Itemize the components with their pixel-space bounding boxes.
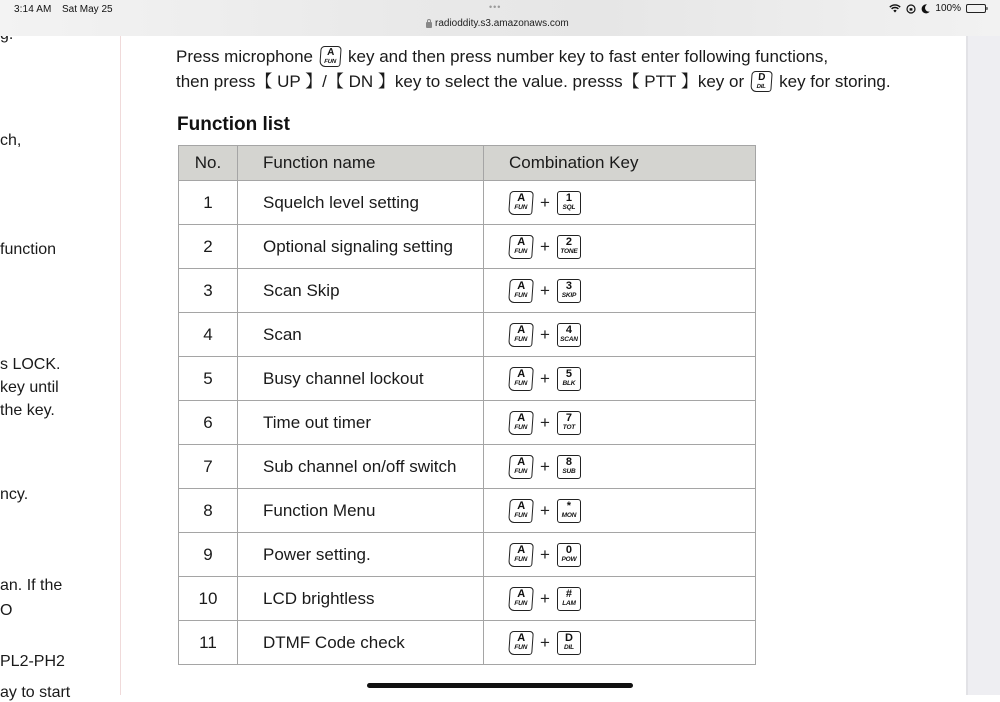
row-number: 1 [179, 181, 238, 225]
fun-key-icon: A FUN [319, 46, 341, 67]
function-name: Time out timer [238, 401, 484, 445]
next-page-edge [966, 36, 1000, 695]
url-text: radioddity.s3.amazonaws.com [435, 18, 569, 29]
previous-page-text: the key. [0, 402, 55, 419]
table-row [179, 621, 756, 665]
number-key-icon: 4 SCAN [557, 323, 581, 347]
row-number: 7 [179, 445, 238, 489]
combination-key [484, 533, 756, 577]
previous-page-text: PL2-PH2 [0, 653, 65, 670]
combination-key [484, 225, 756, 269]
row-number: 5 [179, 357, 238, 401]
table-row [179, 445, 756, 489]
fun-key-icon: A FUN [508, 543, 534, 567]
combination-key [484, 621, 756, 665]
row-number: 4 [179, 313, 238, 357]
intro-text: key for storing. [779, 72, 891, 91]
browser-menu-dots[interactable]: ••• [489, 2, 502, 12]
table-row [179, 489, 756, 533]
plus-sign: + [540, 368, 550, 388]
status-date: Sat May 25 [62, 4, 113, 15]
battery-icon [966, 4, 986, 13]
previous-page-text: ch, [0, 132, 22, 149]
row-number: 6 [179, 401, 238, 445]
row-number: 2 [179, 225, 238, 269]
plus-sign: + [540, 588, 550, 608]
function-name: Optional signaling setting [238, 225, 484, 269]
fun-key-icon: A FUN [508, 587, 534, 611]
number-key-icon: 7 TOT [557, 411, 581, 435]
table-row [179, 401, 756, 445]
function-name: DTMF Code check [238, 621, 484, 665]
combination-key [484, 577, 756, 621]
previous-page-fragment [0, 36, 121, 701]
number-key-icon: 5 BLK [557, 367, 581, 391]
number-key-icon: # LAM [557, 587, 581, 611]
row-number: 3 [179, 269, 238, 313]
lock-icon [426, 22, 432, 28]
home-indicator[interactable] [367, 683, 633, 688]
previous-page-text: an. If the [0, 577, 63, 594]
number-key-icon: 1 SQL [557, 191, 581, 215]
combination-key [484, 313, 756, 357]
plus-sign: + [540, 500, 550, 520]
plus-sign: + [540, 456, 550, 476]
intro-text: Press microphone [176, 47, 314, 66]
orientation-lock-icon [906, 4, 916, 14]
function-name: Busy channel lockout [238, 357, 484, 401]
number-key-icon: 2 TONE [557, 235, 581, 259]
plus-sign: + [540, 632, 550, 652]
fun-key-icon: A FUN [508, 631, 534, 655]
table-row [179, 181, 756, 225]
previous-page-text: ncy. [0, 486, 29, 503]
function-name: Squelch level setting [238, 181, 484, 225]
previous-page-text: ay to start [0, 684, 71, 701]
fun-key-icon: A FUN [508, 323, 534, 347]
row-number: 10 [179, 577, 238, 621]
previous-page-text: key until [0, 379, 59, 396]
column-header-no: No. [179, 146, 238, 181]
number-key-icon: D DIL [557, 631, 581, 655]
intro-text: key and then press number key to fast enter following functions, [348, 47, 829, 66]
plus-sign: + [540, 236, 550, 256]
intro-line-1 [176, 44, 966, 69]
function-list-heading: Function list [177, 114, 290, 135]
intro-text: then press【 UP 】/【 DN 】key to select the value. presss【 PTT 】key or [176, 72, 745, 91]
fun-key-icon: A FUN [508, 367, 534, 391]
combination-key [484, 269, 756, 313]
function-name: Scan Skip [238, 269, 484, 313]
intro-paragraph [176, 44, 966, 94]
table-row [179, 533, 756, 577]
combination-key [484, 357, 756, 401]
combination-key [484, 489, 756, 533]
previous-page-text: function [0, 241, 57, 258]
status-bar [0, 0, 1000, 36]
fun-key-icon: A FUN [508, 411, 534, 435]
table-row [179, 357, 756, 401]
battery-percent: 100% [935, 3, 961, 14]
fun-key-icon: A FUN [508, 235, 534, 259]
plus-sign: + [540, 192, 550, 212]
fun-key-icon: A FUN [508, 499, 534, 523]
row-number: 9 [179, 533, 238, 577]
status-icons [889, 3, 986, 14]
previous-page-text: s LOCK. [0, 356, 61, 373]
plus-sign: + [540, 280, 550, 300]
combination-key [484, 401, 756, 445]
plus-sign: + [540, 544, 550, 564]
row-number: 8 [179, 489, 238, 533]
wifi-icon [889, 4, 901, 13]
number-key-icon: 0 POW [557, 543, 581, 567]
table-row [179, 225, 756, 269]
column-header-function-name: Function name [238, 146, 484, 181]
previous-page-text: O [0, 602, 13, 619]
dil-key-icon: D DIL [750, 71, 772, 92]
moon-icon [921, 4, 930, 14]
function-list-table [178, 145, 756, 665]
function-name: Function Menu [238, 489, 484, 533]
fun-key-icon: A FUN [508, 455, 534, 479]
fun-key-icon: A FUN [508, 191, 534, 215]
row-number: 11 [179, 621, 238, 665]
table-row [179, 269, 756, 313]
function-name: Scan [238, 313, 484, 357]
table-row [179, 313, 756, 357]
function-name: LCD brightless [238, 577, 484, 621]
table-row [179, 577, 756, 621]
number-key-icon: 3 SKIP [557, 279, 581, 303]
number-key-icon: * MON [557, 499, 581, 523]
combination-key [484, 181, 756, 225]
status-time: 3:14 AM [14, 4, 52, 15]
number-key-icon: 8 SUB [557, 455, 581, 479]
plus-sign: + [540, 412, 550, 432]
function-name: Power setting. [238, 533, 484, 577]
column-header-combination-key: Combination Key [484, 146, 756, 181]
function-name: Sub channel on/off switch [238, 445, 484, 489]
address-bar[interactable] [426, 18, 569, 29]
plus-sign: + [540, 324, 550, 344]
fun-key-icon: A FUN [508, 279, 534, 303]
table-header-row [179, 146, 756, 181]
document-page [122, 36, 966, 695]
combination-key [484, 445, 756, 489]
intro-line-2 [176, 69, 966, 94]
